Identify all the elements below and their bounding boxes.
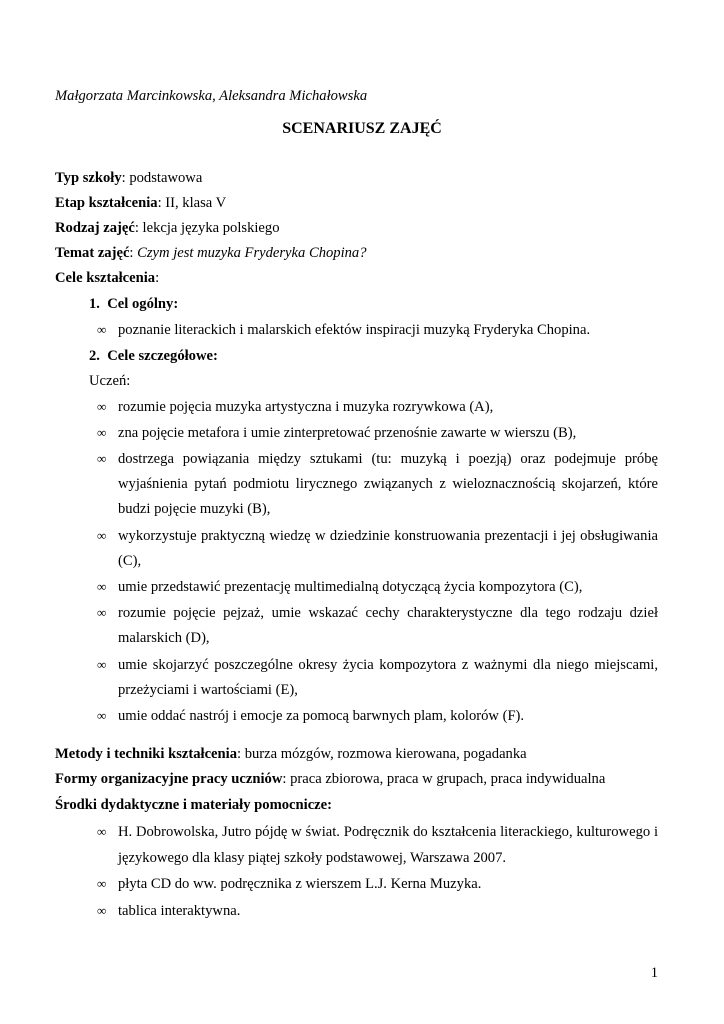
list-item-line: rozumie pojęcie pejzaż, umie wskazać cechy charakterystyczne dla tego rodzaju dzieł [118, 605, 658, 621]
list-item: tablica interaktywna. [118, 903, 241, 919]
list-item-line: wykorzystuje praktyczną wiedzę w dziedzinie konstruowania prezentacji i jej obsługiwania [118, 528, 658, 544]
list-heading-label: Cel ogólny: [107, 296, 179, 312]
infinity-bullet-icon: ∞ [97, 528, 107, 543]
list-item: płyta CD do ww. podręcznika z wierszem L.J. Kerna Muzyka. [118, 876, 482, 892]
infinity-bullet-icon: ∞ [97, 824, 107, 839]
list-number: 2. [89, 348, 100, 364]
metody-line [55, 745, 527, 763]
field-typ-szkoly [55, 169, 202, 187]
list-item-line: budzi pojęcie muzyki (B), [118, 501, 271, 517]
list-item: umie oddać nastrój i emocje za pomocą barwnych plam, kolorów (F). [118, 708, 525, 724]
list-item-line: wyjaśnienia pytań podmiotu lirycznego związanych z wieloznacznością skojarzeń, które [118, 476, 658, 492]
list-item-line: (C), [118, 553, 142, 569]
infinity-bullet-icon: ∞ [97, 876, 107, 891]
field-value: : II, klasa V [157, 195, 227, 211]
list-number: 1. [89, 296, 100, 312]
list-item-line: językowego dla klasy piątej szkoły podstawowej, Warszawa 2007. [118, 850, 507, 866]
field-value: Czym jest muzyka Fryderyka Chopina? [137, 245, 367, 261]
formy-value: : praca zbiorowa, praca w grupach, praca indywidualna [282, 771, 606, 787]
srodki-heading: Środki dydaktyczne i materiały pomocnicze: [55, 797, 332, 813]
field-value: : podstawowa [121, 170, 203, 186]
infinity-bullet-icon: ∞ [97, 605, 107, 620]
list-item-line: umie skojarzyć poszczególne okresy życia kompozytora z ważnymi dla niego miejscami, [118, 657, 658, 673]
list-item: poznanie literackich i malarskich efektów inspiracji muzyką Fryderyka Chopina. [118, 322, 591, 338]
formy-label: Formy organizacyjne pracy uczniów [55, 771, 283, 787]
list-item: rozumie pojęcia muzyka artystyczna i muzyka rozrywkowa (A), [118, 399, 494, 415]
list-item-line: H. Dobrowolska, Jutro pójdę w świat. Podręcznik do kształcenia literackiego, kulturowego i [118, 824, 658, 840]
field-sep: : [155, 270, 160, 286]
list-item-line: przeżyciami i wartościami (E), [118, 682, 298, 698]
infinity-bullet-icon: ∞ [97, 579, 107, 594]
infinity-bullet-icon: ∞ [97, 322, 107, 337]
field-label: Temat zajęć [55, 245, 130, 261]
document-title: SCENARIUSZ ZAJĘĆ [282, 120, 442, 137]
list-item-line: malarskich (D), [118, 630, 210, 646]
field-cele-ksztalcenia [55, 269, 159, 287]
infinity-bullet-icon: ∞ [97, 425, 107, 440]
metody-label: Metody i techniki kształcenia [55, 746, 238, 762]
field-temat-zajec [55, 244, 367, 262]
field-etap-ksztalcenia [55, 194, 226, 212]
authors: Małgorzata Marcinkowska, Aleksandra Michałowska [55, 88, 368, 104]
field-label: Cele kształcenia [55, 270, 156, 286]
infinity-bullet-icon: ∞ [97, 451, 107, 466]
list-item-line: dostrzega powiązania między sztukami (tu: muzyką i poezją) oraz podejmuje próbę [118, 451, 658, 467]
infinity-bullet-icon: ∞ [97, 708, 107, 723]
cele-szczegolowe-heading [89, 347, 218, 365]
metody-value: : burza mózgów, rozmowa kierowana, pogadanka [237, 746, 527, 762]
field-value: : lekcja języka polskiego [134, 220, 280, 236]
field-label: Rodzaj zajęć [55, 220, 135, 236]
field-sep: : [129, 245, 138, 261]
infinity-bullet-icon: ∞ [97, 657, 107, 672]
field-label: Etap kształcenia [55, 195, 158, 211]
list-item: umie przedstawić prezentację multimedialną dotyczącą życia kompozytora (C), [118, 579, 583, 595]
cel-ogolny-heading [89, 295, 178, 313]
list-item: zna pojęcie metafora i umie zinterpretować przenośnie zawarte w wierszu (B), [118, 425, 577, 441]
field-rodzaj-zajec [55, 219, 280, 237]
formy-line [55, 770, 605, 788]
field-label: Typ szkoły [55, 170, 122, 186]
list-heading-label: Cele szczegółowe: [107, 348, 218, 364]
infinity-bullet-icon: ∞ [97, 399, 107, 414]
infinity-bullet-icon: ∞ [97, 903, 107, 918]
uczen-intro: Uczeń: [89, 373, 131, 389]
page-number: 1 [650, 965, 658, 981]
